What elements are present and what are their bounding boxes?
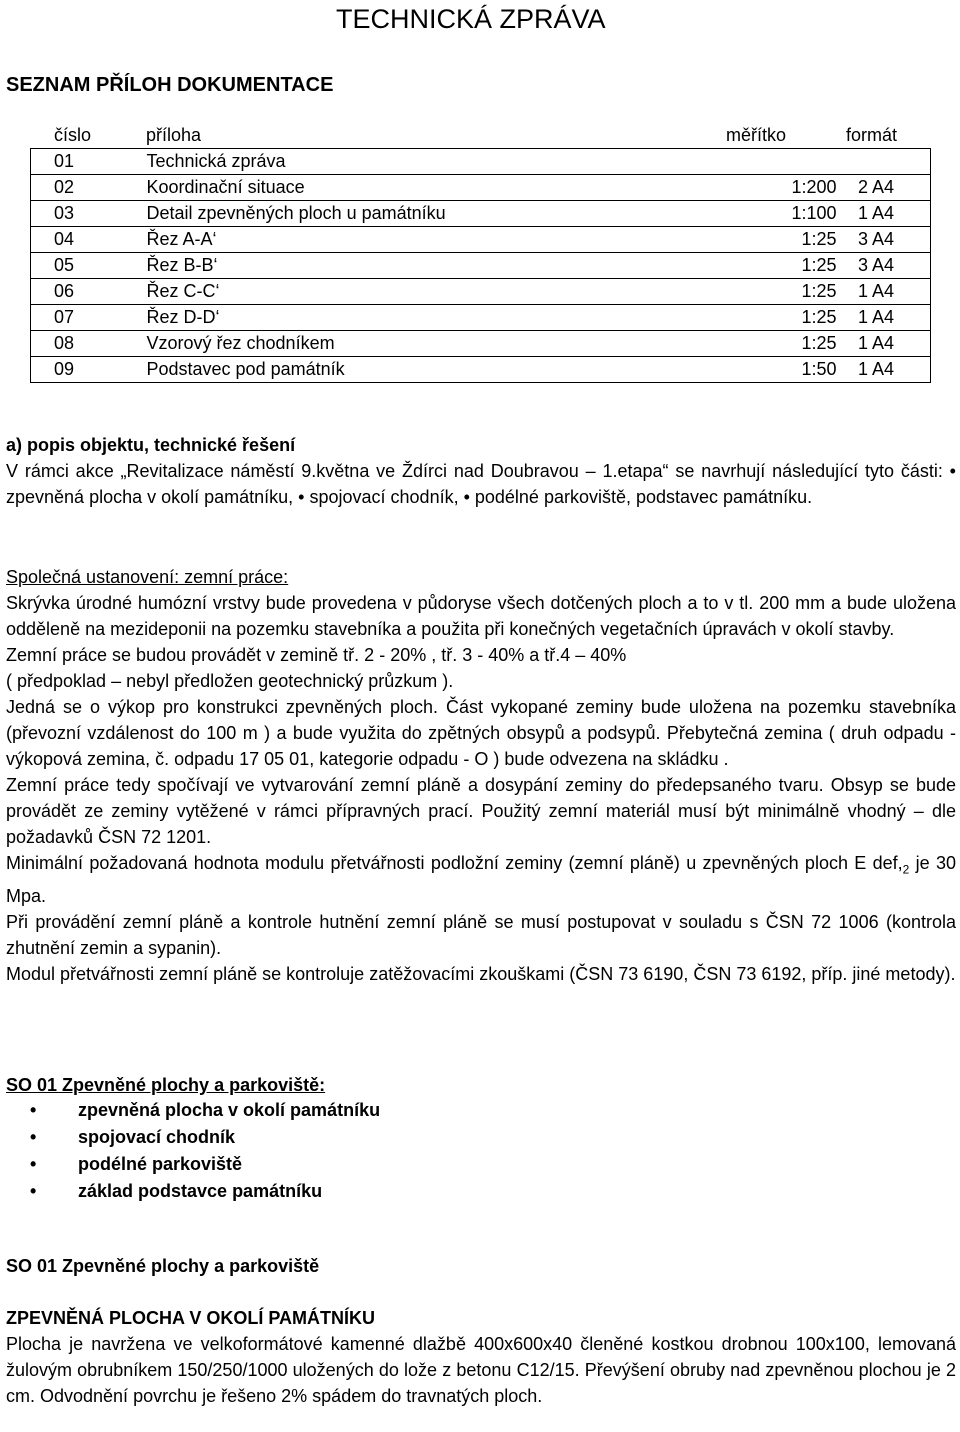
earthworks-paragraph: Zemní práce tedy spočívají ve vytvarování zemní pláně a dosypání zeminy do předepsaného tvaru. Obsyp se bude provádět ze zeminy vytěžené v rámci přípravných prací. Použitý zemní materiál musí být minimálně vhodný – dle požadavků ČSN 72 1201.: [6, 775, 956, 847]
attachment-number: 06: [31, 279, 125, 305]
paved-area-heading: ZPEVNĚNÁ PLOCHA V OKOLÍ PAMÁTNÍKU: [6, 1308, 376, 1328]
attachment-number: 04: [31, 227, 125, 253]
attachment-name: Podstavec pod památník: [125, 357, 667, 383]
list-item-label: základ podstavce památníku: [78, 1181, 323, 1201]
attachment-scale: 1:25: [667, 227, 853, 253]
column-header-format: formát: [846, 125, 898, 145]
list-item: [30, 1124, 380, 1151]
table-row: [31, 253, 931, 279]
so01-heading-block: [6, 1072, 956, 1098]
list-item-label: spojovací chodník: [78, 1127, 236, 1147]
list-item-label: podélné parkoviště: [78, 1154, 243, 1174]
paved-area-paragraph: Plocha je navržena ve velkoformátové kamenné dlažbě 400x600x40 členěné kostkou drobnou 100x100, lemovaná žulovým obrubníkem 150/250/1000 uložených do lože z betonu C12/15. Převýšení obruby nad zpevněnou plochou je 2 cm. Odvodnění povrchu je řešeno 2% spádem do travnatých ploch.: [6, 1334, 956, 1406]
attachment-name: Vzorový řez chodníkem: [125, 331, 667, 357]
column-header-scale: měřítko: [726, 125, 787, 145]
paved-area-section: [6, 1305, 956, 1409]
attachment-format: [853, 149, 931, 175]
earthworks-paragraph: ( předpoklad – nebyl předložen geotechnický průzkum ).: [6, 671, 454, 691]
modulus-subscript: 2: [902, 862, 910, 877]
section-a-heading: a) popis objektu, technické řešení: [6, 435, 296, 455]
earthworks-paragraph: Modul přetvářnosti zemní pláně se kontroluje zatěžovacími zkouškami (ČSN 73 6190, ČSN 73 6192, příp. jiné metody).: [6, 963, 956, 984]
so01-list: [30, 1097, 380, 1205]
section-a-paragraph: V rámci akce „Revitalizace náměstí 9.května ve Ždírci nad Doubravou – 1.etapa“ se navrhují následující tyto části: • zpevněná plocha v okolí památníku, • spojovací chodník, • podélné parkoviště, podstavec památníku.: [6, 461, 956, 507]
attachment-format: 1 A4: [853, 305, 931, 331]
bullet-icon: •: [30, 1127, 37, 1147]
attachment-scale: 1:25: [667, 253, 853, 279]
modulus-text: Minimální požadovaná hodnota modulu přetvářnosti podložní zeminy (zemní pláně) u zpevněných ploch E def,: [6, 853, 903, 873]
column-header-number: číslo: [54, 125, 92, 145]
attachment-scale: 1:25: [667, 305, 853, 331]
table-row: [31, 175, 931, 201]
attachment-scale: 1:25: [667, 331, 853, 357]
attachment-number: 05: [31, 253, 125, 279]
so01-heading: SO 01 Zpevněné plochy a parkoviště:: [6, 1075, 326, 1095]
attachment-number: 02: [31, 175, 125, 201]
column-header-name: příloha: [146, 125, 202, 145]
list-item: [30, 1151, 380, 1178]
list-item-label: zpevněná plocha v okolí památníku: [78, 1100, 381, 1120]
table-row: [31, 149, 931, 175]
attachment-name: Technická zpráva: [125, 149, 667, 175]
attachment-format: 1 A4: [853, 357, 931, 383]
list-item: [30, 1178, 380, 1205]
attachment-scale: 1:200: [667, 175, 853, 201]
attachment-scale: 1:100: [667, 201, 853, 227]
attachment-name: Detail zpevněných ploch u památníku: [125, 201, 667, 227]
attachment-format: 1 A4: [853, 201, 931, 227]
attachment-number: 01: [31, 149, 125, 175]
attachment-format: 2 A4: [853, 175, 931, 201]
attachment-format: 3 A4: [853, 227, 931, 253]
attachments-table: [30, 148, 931, 383]
modulus-paragraph: [6, 850, 956, 909]
attachment-scale: [667, 149, 853, 175]
bullet-icon: •: [30, 1100, 37, 1120]
attachment-name: Řez B-B‘: [125, 253, 667, 279]
so01-repeat-heading-block: [6, 1253, 956, 1279]
page-title: TECHNICKÁ ZPRÁVA: [336, 4, 606, 34]
earthworks-heading: Společná ustanovení: zemní práce:: [6, 567, 289, 587]
table-row: [31, 201, 931, 227]
attachment-number: 03: [31, 201, 125, 227]
earthworks-paragraph: Zemní práce se budou provádět v zemině tř. 2 - 20% , tř. 3 - 40% a tř.4 – 40%: [6, 645, 627, 665]
attachment-name: Řez C-C‘: [125, 279, 667, 305]
attachment-name: Koordinační situace: [125, 175, 667, 201]
attachment-name: Řez D-D‘: [125, 305, 667, 331]
modulus-text-end: je 30 Mpa.: [6, 853, 956, 906]
attachments-heading: SEZNAM PŘÍLOH DOKUMENTACE: [6, 74, 334, 96]
bullet-icon: •: [30, 1181, 37, 1201]
attachment-scale: 1:50: [667, 357, 853, 383]
attachment-format: 1 A4: [853, 331, 931, 357]
attachment-number: 07: [31, 305, 125, 331]
attachment-format: 3 A4: [853, 253, 931, 279]
so01-repeat-heading: SO 01 Zpevněné plochy a parkoviště: [6, 1256, 320, 1276]
list-item: [30, 1097, 380, 1124]
attachment-number: 09: [31, 357, 125, 383]
earthworks-paragraph: Skrývka úrodné humózní vrstvy bude provedena v půdoryse všech dotčených ploch a to v tl. 200 mm a bude uložena odděleně na mezideponii na pozemku stavebníka a použita při konečných vegetačních úpravách v okolí stavby.: [6, 593, 956, 639]
bullet-icon: •: [30, 1154, 37, 1174]
section-a: [6, 432, 956, 510]
attachment-name: Řez A-A‘: [125, 227, 667, 253]
earthworks-section: [6, 564, 956, 987]
table-row: [31, 305, 931, 331]
attachment-number: 08: [31, 331, 125, 357]
attachment-scale: 1:25: [667, 279, 853, 305]
table-row: [31, 227, 931, 253]
table-row: [31, 357, 931, 383]
earthworks-paragraph: Jedná se o výkop pro konstrukci zpevněných ploch. Část vykopané zeminy bude uložena na pozemku stavebníka (převozní vzdálenost do 100 m ) a bude využita do zpětných obsypů a podsypů. Přebytečná zemina ( druh odpadu - výkopová zemina, č. odpadu 17 05 01, kategorie odpadu - O ) bude odvezena na skládku .: [6, 697, 956, 769]
attachment-format: 1 A4: [853, 279, 931, 305]
earthworks-paragraph: Při provádění zemní pláně a kontrole hutnění zemní pláně se musí postupovat v souladu s ČSN 72 1006 (kontrola zhutnění zemin a sypanin).: [6, 911, 956, 958]
table-row: [31, 279, 931, 305]
table-row: [31, 331, 931, 357]
attachments-column-headers: [0, 125, 960, 149]
